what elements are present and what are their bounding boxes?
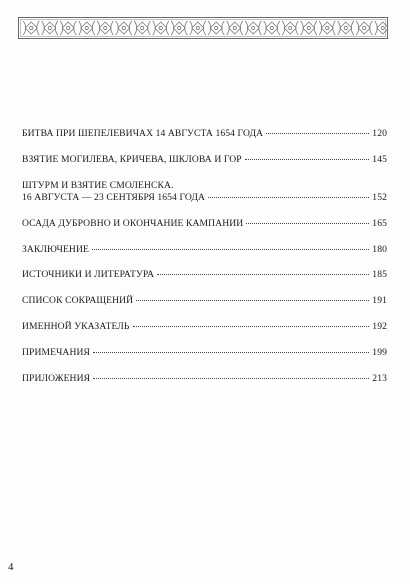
- toc-entry-sources[interactable]: [22, 269, 387, 282]
- toc-entry-page: 191: [372, 295, 387, 307]
- leader-dots: [136, 300, 369, 301]
- toc-entry-page: 199: [372, 346, 387, 358]
- page-number: 4: [8, 561, 14, 573]
- toc-entry-page: 152: [372, 192, 387, 204]
- toc-entry-conclusion[interactable]: [22, 244, 387, 257]
- toc-entry-title: ЗАКЛЮЧЕНИЕ: [22, 243, 89, 255]
- toc-entry-appendices[interactable]: [22, 373, 387, 386]
- toc-entry-title-line1: ШТУРМ И ВЗЯТИЕ СМОЛЕНСКА.: [22, 179, 174, 191]
- leader-dots: [93, 378, 369, 379]
- toc-entry-title: ПРИЛОЖЕНИЯ: [22, 372, 91, 384]
- toc-entry-name-index[interactable]: [22, 321, 387, 334]
- leader-dots: [266, 133, 369, 134]
- toc-entry-mogilev[interactable]: [22, 154, 387, 167]
- toc-entry-smolensk[interactable]: [22, 180, 387, 205]
- toc-entry-title: ИМЕННОЙ УКАЗАТЕЛЬ: [22, 321, 130, 333]
- leader-dots: [93, 352, 369, 353]
- leader-dots: [133, 326, 370, 327]
- toc-entry-page: 120: [372, 128, 387, 139]
- leader-dots: [208, 197, 369, 198]
- toc-entry-shepelevichi[interactable]: [22, 128, 387, 141]
- toc-entry-page: 165: [372, 217, 387, 229]
- toc-entry-page: 145: [372, 153, 387, 165]
- toc-entry-abbreviations[interactable]: [22, 295, 387, 308]
- toc-entry-title: БИТВА ПРИ ШЕПЕЛЕВИЧАХ 14 АВГУСТА 1654 ГОДА: [22, 128, 264, 139]
- toc-entry-page: 213: [372, 372, 387, 384]
- leader-dots: [92, 249, 369, 250]
- toc-entry-title: СПИСОК СОКРАЩЕНИЙ: [22, 295, 134, 307]
- toc-entry-title-line2: 16 АВГУСТА — 23 СЕНТЯБРЯ 1654 ГОДА: [22, 192, 206, 204]
- leader-dots: [245, 159, 370, 160]
- toc-entry-page: 192: [372, 321, 387, 333]
- leader-dots: [157, 274, 369, 275]
- toc-entry-notes[interactable]: [22, 347, 387, 360]
- table-of-contents: [22, 128, 387, 398]
- decorative-ornament-border-icon: [18, 17, 388, 39]
- toc-entry-title: ВЗЯТИЕ МОГИЛЕВА, КРИЧЕВА, ШКЛОВА И ГОР: [22, 153, 242, 165]
- toc-entry-dubrovno[interactable]: [22, 218, 387, 231]
- toc-entry-page: 185: [372, 269, 387, 281]
- toc-entry-page: 180: [372, 243, 387, 255]
- toc-entry-title: ОСАДА ДУБРОВНО И ОКОНЧАНИЕ КАМПАНИИ: [22, 217, 244, 229]
- toc-entry-title: ПРИМЕЧАНИЯ: [22, 346, 91, 358]
- leader-dots: [246, 223, 369, 224]
- toc-entry-title: ИСТОЧНИКИ И ЛИТЕРАТУРА: [22, 269, 155, 281]
